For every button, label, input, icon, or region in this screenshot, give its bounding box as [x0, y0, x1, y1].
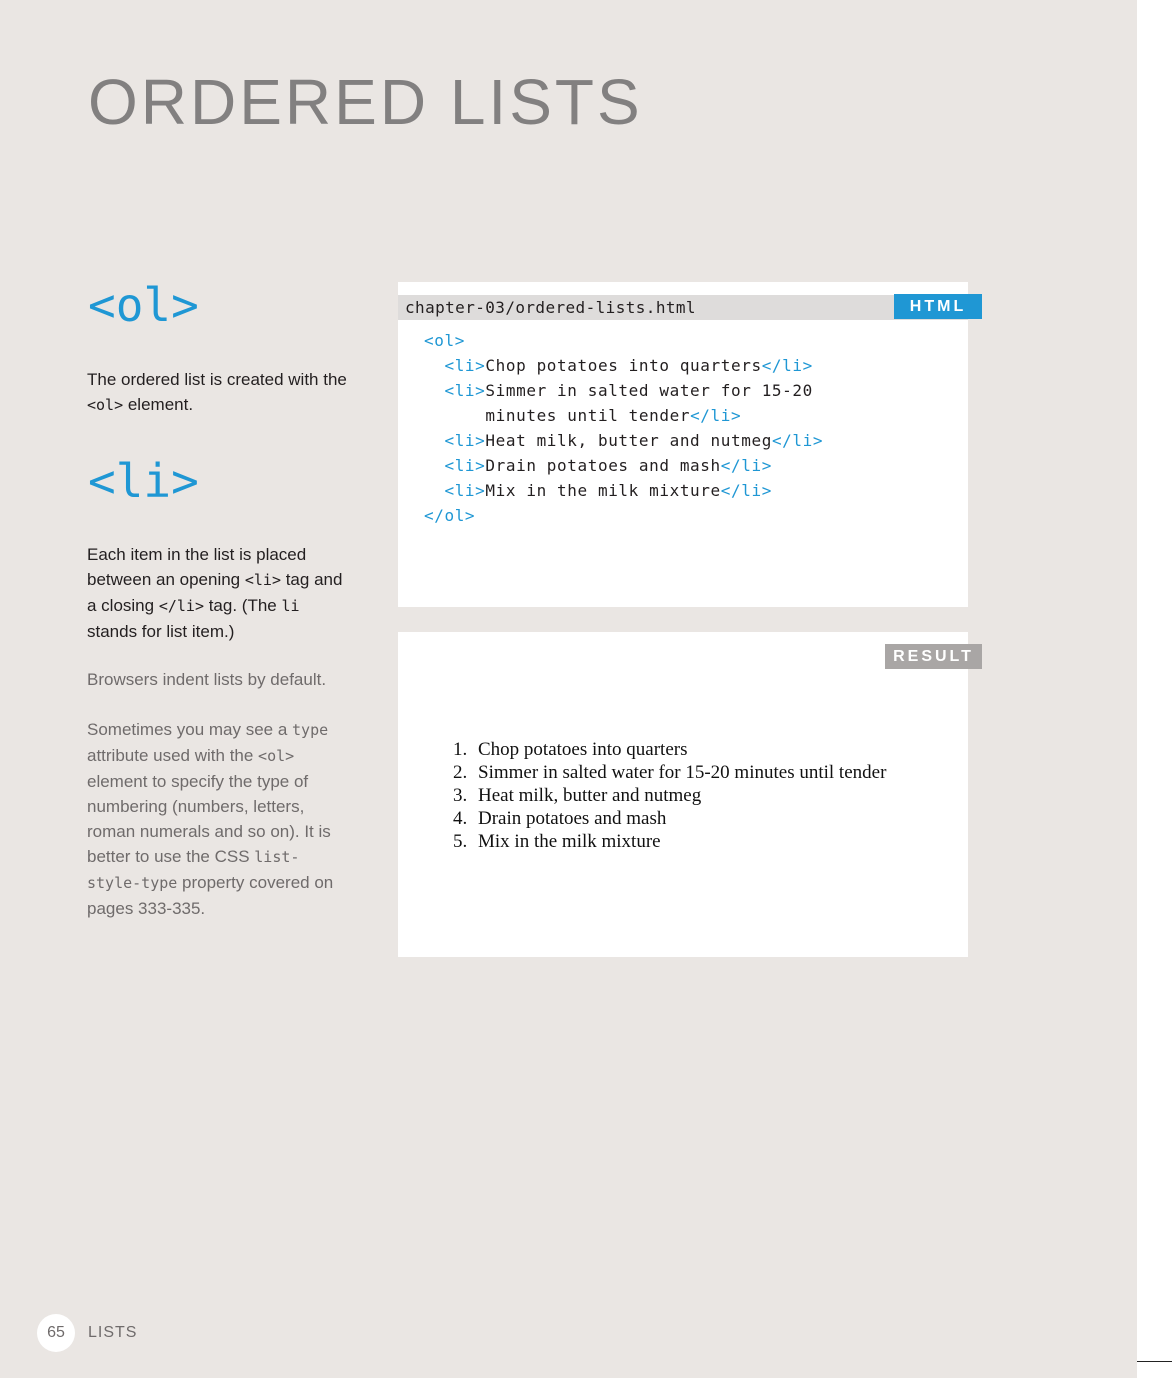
result-item-number: 4.: [453, 808, 468, 829]
section-label: LISTS: [88, 1324, 138, 1341]
page-edge-line: [1137, 1361, 1172, 1362]
result-item-text: Chop potatoes into quarters: [478, 739, 688, 760]
code-filename: chapter-03/ordered-lists.html: [405, 298, 696, 317]
code-text: Drain potatoes and mash: [485, 456, 721, 475]
result-item-number: 1.: [453, 739, 468, 760]
code-file-bar: [398, 295, 968, 320]
indent-note: Browsers indent lists by default.: [87, 670, 327, 689]
result-item-text: Mix in the milk mixture: [478, 831, 661, 852]
result-badge: RESULT: [885, 644, 982, 669]
code-tag: </ol>: [424, 506, 476, 525]
code-indent: [424, 381, 444, 400]
code-line: [424, 403, 823, 428]
code-tag: <li>: [444, 381, 486, 400]
code-tag: <li>: [444, 456, 486, 475]
li-tag-heading: <li>: [88, 454, 199, 508]
code-text: Simmer in salted water for 15-20: [485, 381, 813, 400]
li-close-code-inline: </li>: [158, 597, 204, 615]
code-tag: <li>: [444, 356, 486, 375]
code-indent: [424, 356, 444, 375]
code-text: Heat milk, butter and nutmeg: [485, 431, 772, 450]
result-item-text: Drain potatoes and mash: [478, 808, 667, 829]
code-tag: </li>: [720, 481, 772, 500]
code-indent: [424, 481, 444, 500]
ol-code-inline: <ol>: [87, 396, 124, 414]
li-description: [87, 542, 349, 644]
code-line: [424, 503, 823, 528]
code-text: Chop potatoes into quarters: [485, 356, 762, 375]
li-description-text-1: Each item in the list is placed between an opening: [87, 545, 307, 589]
result-list-item: [453, 761, 886, 784]
code-tag: </li>: [771, 431, 824, 450]
result-ordered-list: [453, 738, 886, 853]
html-badge: HTML: [894, 294, 982, 319]
result-item-text: Heat milk, butter and nutmeg: [478, 785, 702, 806]
li-description-text-3: tag. (The: [203, 596, 282, 615]
code-indent: [424, 456, 444, 475]
ol-description-text-1: The ordered list is created with the: [87, 370, 347, 389]
code-line: [424, 453, 823, 478]
li-code-inline: li: [281, 597, 300, 615]
code-text: minutes until tender: [485, 406, 691, 425]
result-list-item: [453, 830, 886, 853]
result-item-number: 5.: [453, 831, 468, 852]
code-indent: [424, 406, 485, 425]
code-tag: </li>: [761, 356, 813, 375]
code-line: [424, 353, 823, 378]
result-item-number: 2.: [453, 762, 468, 783]
code-tag: <li>: [444, 431, 486, 450]
ol-code-inline-2: <ol>: [258, 747, 295, 765]
type-note-text-2: attribute used with the: [87, 746, 259, 765]
code-line: [424, 378, 823, 403]
code-indent: [424, 431, 444, 450]
type-note-text-4: property covered on pages 333-335.: [87, 873, 334, 918]
code-line: [424, 478, 823, 503]
code-text: Mix in the milk mixture: [485, 481, 721, 500]
ol-tag-heading: <ol>: [88, 278, 199, 332]
code-panel: [398, 282, 968, 607]
page-title: ORDERED LISTS: [88, 66, 643, 138]
ol-description: [87, 367, 349, 418]
type-attribute-note: [87, 717, 349, 921]
result-item-number: 3.: [453, 785, 468, 806]
type-note-text-3: element to specify the type of numbering (numbers, letters, roman numerals and so on). It is better to use the CSS: [87, 772, 331, 866]
list-style-type-code-inline: list-style-type: [87, 848, 300, 892]
li-description-text-2: tag and a closing: [87, 570, 343, 615]
li-description-text-4: stands for list item.): [87, 622, 235, 641]
ol-description-text-2: element.: [123, 395, 194, 414]
code-tag: </li>: [720, 456, 772, 475]
code-tag: </li>: [690, 406, 742, 425]
type-code-inline: type: [292, 721, 329, 739]
code-line: [424, 328, 823, 353]
code-line: [424, 428, 823, 453]
li-open-code-inline: <li>: [244, 571, 281, 589]
code-tag: <li>: [444, 481, 486, 500]
result-list-item: [453, 784, 886, 807]
code-tag: <ol>: [424, 331, 465, 350]
page-number-badge: 65: [37, 1314, 75, 1352]
result-list-item: [453, 807, 886, 830]
code-block: [424, 328, 823, 528]
result-list-item: [453, 738, 886, 761]
result-item-text: Simmer in salted water for 15-20 minutes until tender: [478, 762, 887, 783]
type-note-text-1: Sometimes you may see a: [87, 720, 293, 739]
